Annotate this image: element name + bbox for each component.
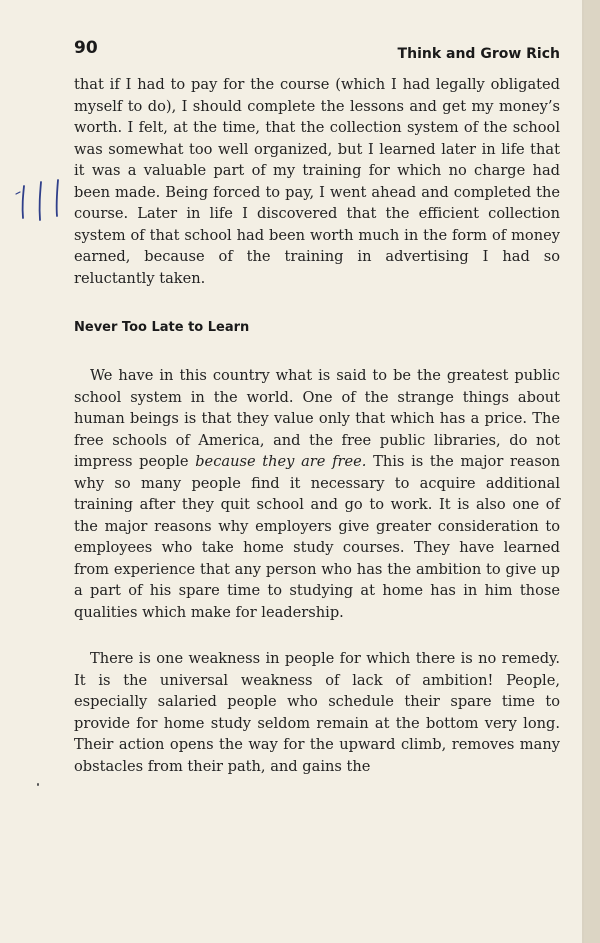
margin-pen-marks — [14, 178, 70, 224]
paragraph-3: There is one weakness in people for which there is no remedy. It is the universal weakness of lack of ambition! People, especially salaried people who schedule their spare time to provide for home study seldom remain at the bottom very long. Their action opens the way for the upward climb, removes many obstacles from their path, and gains the — [74, 650, 560, 775]
running-title: Think and Grow Rich — [397, 46, 560, 62]
paragraph-1: that if I had to pay for the course (which I had legally obligated myself to do), I should complete the lessons and get my money’s worth. I felt, at the time, that the collection system of the school was somewhat too well organized, but I learned later in life that it was a valuable part of my training for which no charge had been made. Being forced to pay, I went ahead and completed the course. Later in life I discovered that the efficient collection system of that school had been worth much in the form of money earned, because of the training in advertising I had so reluctantly taken. — [74, 76, 560, 287]
page-edge — [584, 0, 600, 943]
ink-speck — [37, 783, 39, 786]
page-header — [74, 38, 560, 64]
section-heading: Never Too Late to Learn — [74, 320, 250, 335]
paragraph-2 — [74, 365, 560, 623]
paragraph-2-text-b: This is the major reason why so many people find it necessary to acquire additional training after they quit school and go to work. It is also one of the major reasons why employers give greater consideration to employees who take home study courses. They have learned from experience that any person who has the ambition to give up a part of his spare time to studying at home has in him those qualities which make for leadership. — [74, 453, 560, 621]
paragraph-2-text-a: We have in this country what is said to be the greatest public school system in the world. One of the strange things about human beings is that they value only that which has a price. The free schools of America, and the free public libraries, do not impress people — [74, 367, 560, 470]
paragraph-2-emphasis: because they are free. — [195, 453, 367, 470]
page-number: 90 — [74, 38, 98, 58]
